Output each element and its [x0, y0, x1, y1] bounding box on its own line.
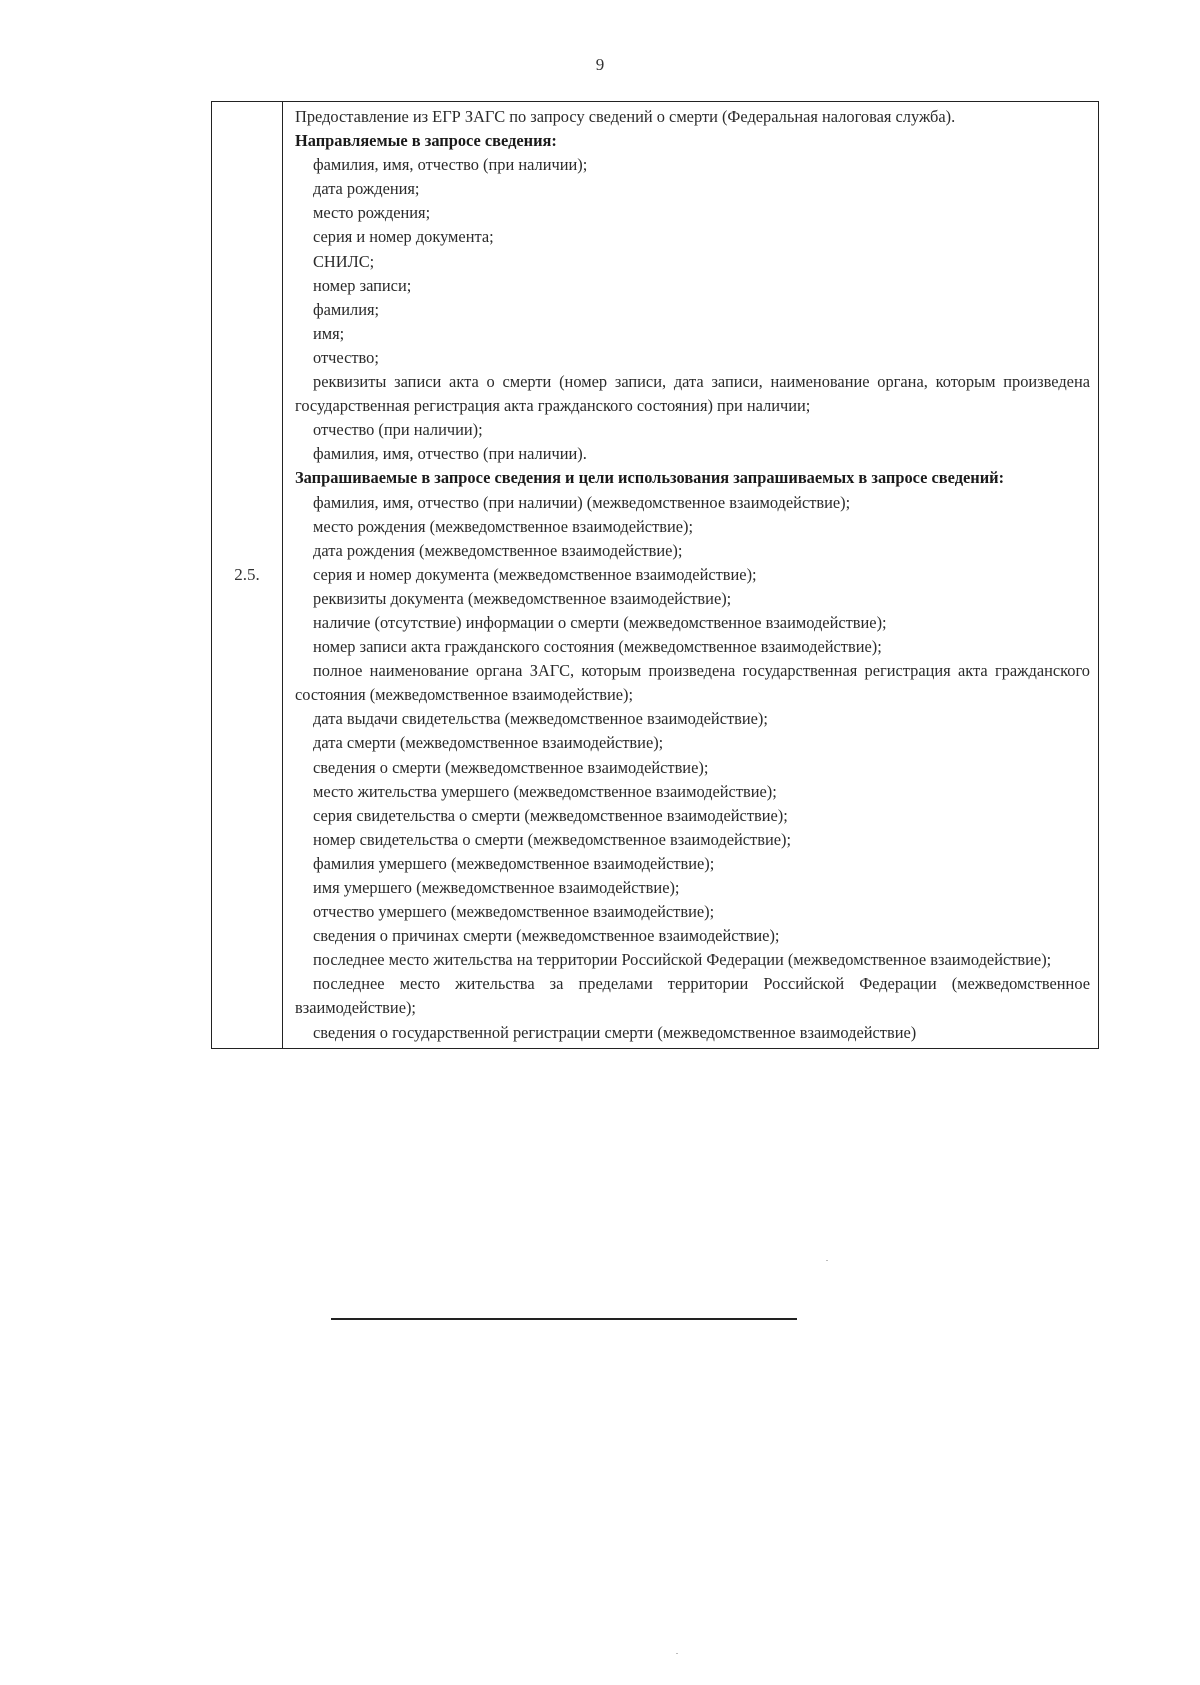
list-item: последнее место жительства за пределами территории Российской Федерации (межведомственное взаимодействие);	[295, 974, 1090, 1018]
scan-speck	[826, 1260, 828, 1261]
list-item: серия свидетельства о смерти (межведомственное взаимодействие);	[313, 805, 788, 825]
list-item: дата рождения;	[313, 179, 420, 199]
list-item: последнее место жительства на территории Российской Федерации (межведомственное взаимодействие);	[313, 950, 1052, 970]
list-item: фамилия, имя, отчество (при наличии) (межведомственное взаимодействие);	[313, 492, 851, 512]
list-item: имя умершего (межведомственное взаимодействие);	[313, 878, 680, 897]
list-item: сведения о государственной регистрации смерти (межведомственное взаимодействие)	[313, 1022, 917, 1042]
requested-heading: Запрашиваемые в запросе сведения и цели использования запрашиваемых в запросе сведений:	[295, 468, 1005, 488]
list-item: сведения о смерти (межведомственное взаимодействие);	[313, 757, 709, 777]
scan-speck	[676, 1653, 678, 1654]
list-item: полное наименование органа ЗАГС, которым произведена государственная регистрация акта гражданского состояния (межведомственное взаимодействие);	[295, 661, 1090, 705]
list-item: СНИЛС;	[313, 251, 375, 271]
list-item: отчество;	[313, 347, 379, 367]
list-item: наличие (отсутствие) информации о смерти (межведомственное взаимодействие);	[313, 612, 887, 632]
list-item: номер записи;	[313, 275, 412, 295]
row-content	[283, 102, 1098, 1048]
list-item: номер свидетельства о смерти (межведомственное взаимодействие);	[313, 829, 792, 849]
list-item: серия и номер документа (межведомственное взаимодействие);	[313, 564, 757, 584]
sent-heading: Направляемые в запросе сведения:	[295, 131, 557, 151]
list-item: реквизиты записи акта о смерти (номер записи, дата записи, наименование органа, которым произведена государственная регистрация акта гражданского состояния) при наличии;	[295, 372, 1090, 416]
list-item: сведения о причинах смерти (межведомственное взаимодействие);	[313, 926, 780, 946]
list-item: серия и номер документа;	[313, 227, 494, 247]
end-of-document-rule	[331, 1318, 797, 1320]
document-table	[211, 101, 1099, 1049]
list-item: фамилия, имя, отчество (при наличии).	[313, 444, 587, 464]
list-item: место рождения (межведомственное взаимодействие);	[313, 516, 694, 536]
list-item: место рождения;	[313, 203, 431, 223]
intro-text: Предоставление из ЕГР ЗАГС по запросу сведений о смерти (Федеральная налоговая служба).	[295, 107, 956, 126]
list-item: отчество (при наличии);	[313, 420, 483, 440]
list-item: дата выдачи свидетельства (межведомственное взаимодействие);	[313, 709, 768, 729]
list-item: отчество умершего (межведомственное взаимодействие);	[313, 902, 715, 922]
list-item: фамилия;	[313, 299, 380, 319]
list-item: имя;	[313, 323, 345, 343]
sent-list	[295, 153, 1090, 466]
list-item: номер записи акта гражданского состояния (межведомственное взаимодействие);	[313, 637, 882, 657]
list-item: дата рождения (межведомственное взаимодействие);	[313, 540, 683, 560]
requested-list	[295, 491, 1090, 1045]
row-number: 2.5.	[212, 102, 283, 1048]
list-item: реквизиты документа (межведомственное взаимодействие);	[313, 588, 732, 608]
list-item: место жительства умершего (межведомственное взаимодействие);	[313, 781, 777, 801]
page-number: 9	[595, 55, 605, 74]
list-item: дата смерти (межведомственное взаимодействие);	[313, 733, 664, 753]
list-item: фамилия, имя, отчество (при наличии);	[313, 155, 588, 175]
list-item: фамилия умершего (межведомственное взаимодействие);	[313, 853, 715, 873]
